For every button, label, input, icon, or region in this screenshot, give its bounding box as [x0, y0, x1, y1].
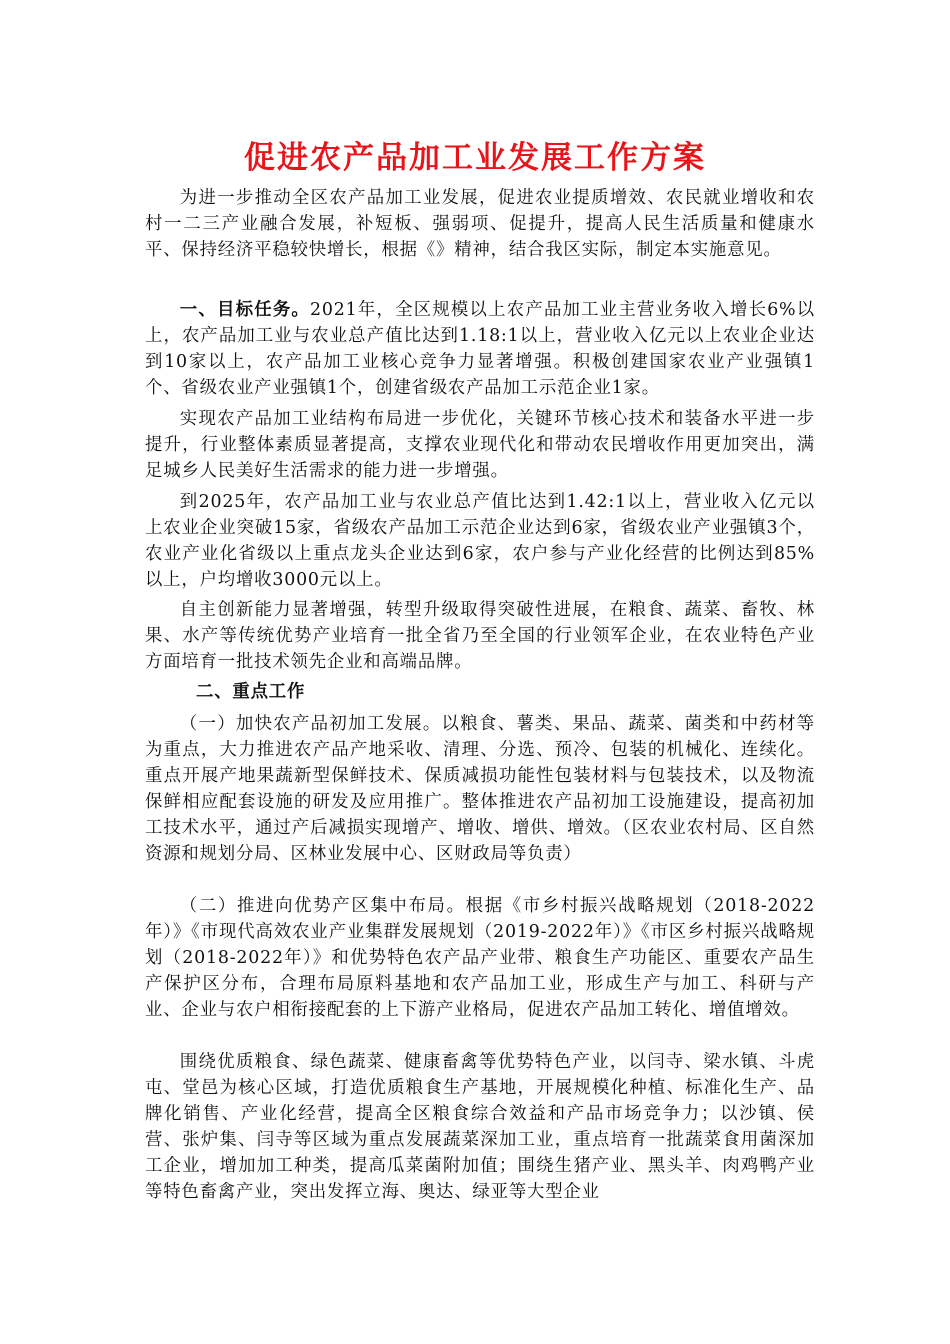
paragraph-3: 到2025年，农产品加工业与农业总产值比达到1.42:1以上，营业收入亿元以上农业企业突破15家，省级农产品加工示范企业达到6家，省级农业产业强镇3个，农业产业化省级以上重点龙头企业达到6家，农户参与产业化经营的比例达到85%以上，户均增收3000元以上。	[145, 492, 815, 590]
paragraph-2: 实现农产品加工业结构布局进一步优化，关键环节核心技术和装备水平进一步提升，行业整体素质显著提高，支撑农业现代化和带动农民增收作用更加突出，满足城乡人民美好生活需求的能力进一步增强。	[145, 409, 815, 481]
section1-text: 2021年，全区规模以上农产品加工业主营业务收入增长6%以上，农产品加工业与农业总产值比达到1.18:1以上，营业收入亿元以上农业企业达到10家以上，农产品加工业核心竞争力显著增强。积极创建国家农业产业强镇1个、省级农业产业强镇1个，创建省级农产品加工示范企业1家。	[145, 300, 815, 398]
section2-heading: 二、重点工作	[196, 682, 306, 702]
section1-heading: 一、目标任务。	[179, 300, 311, 320]
section1-paragraph	[145, 298, 815, 402]
intro-paragraph: 为进一步推动全区农产品加工业发展，促进农业提质增效、农民就业增收和农村一二三产业融合发展，补短板、强弱项、促提升，提高人民生活质量和健康水平、保持经济平稳较快增长，根据《》精神，结合我区实际，制定本实施意见。	[145, 188, 815, 260]
paragraph-4: 自主创新能力显著增强，转型升级取得突破性进展，在粮食、蔬菜、畜牧、林果、水产等传统优势产业培育一批全省乃至全国的行业领军企业，在农业特色产业方面培育一批技术领先企业和高端品牌。	[145, 600, 815, 672]
item1-paragraph: （一）加快农产品初加工发展。以粮食、薯类、果品、蔬菜、菌类和中药材等为重点，大力推进农产品产地采收、清理、分选、预冷、包装的机械化、连续化。重点开展产地果蔬新型保鲜技术、保质减损功能性包装材料与包装技术，以及物流保鲜相应配套设施的研发及应用推广。整体推进农产品初加工设施建设，提高初加工技术水平，通过产后减损实现增产、增收、增供、增效。（区农业农村局、区自然资源和规划分局、区林业发展中心、区财政局等负责）	[145, 714, 815, 864]
document-title: 促进农产品加工业发展工作方案	[244, 140, 706, 176]
item2-paragraph: （二）推进向优势产区集中布局。根据《市乡村振兴战略规划（2018-2022年）》《市现代高效农业产业集群发展规划（2019-2022年）》《市区乡村振兴战略规划（2018-2022年）》和优势特色农产品产业带、粮食生产功能区、重要农产品生产保护区分布，合理布局原料基地和农产品加工业，形成生产与加工、科研与产业、企业与农户相衔接配套的上下游产业格局，促进农产品加工转化、增值增效。	[145, 896, 815, 1020]
paragraph-5: 围绕优质粮食、绿色蔬菜、健康畜禽等优势特色产业，以闫寺、梁水镇、斗虎屯、堂邑为核心区域，打造优质粮食生产基地，开展规模化种植、标准化生产、品牌化销售、产业化经营，提高全区粮食综合效益和产品市场竞争力；以沙镇、侯营、张炉集、闫寺等区域为重点发展蔬菜深加工业，重点培育一批蔬菜食用菌深加工企业，增加加工种类，提高瓜菜菌附加值；围绕生猪产业、黑头羊、肉鸡鸭产业等特色畜禽产业，突出发挥立海、奥达、绿亚等大型企业	[145, 1052, 815, 1202]
